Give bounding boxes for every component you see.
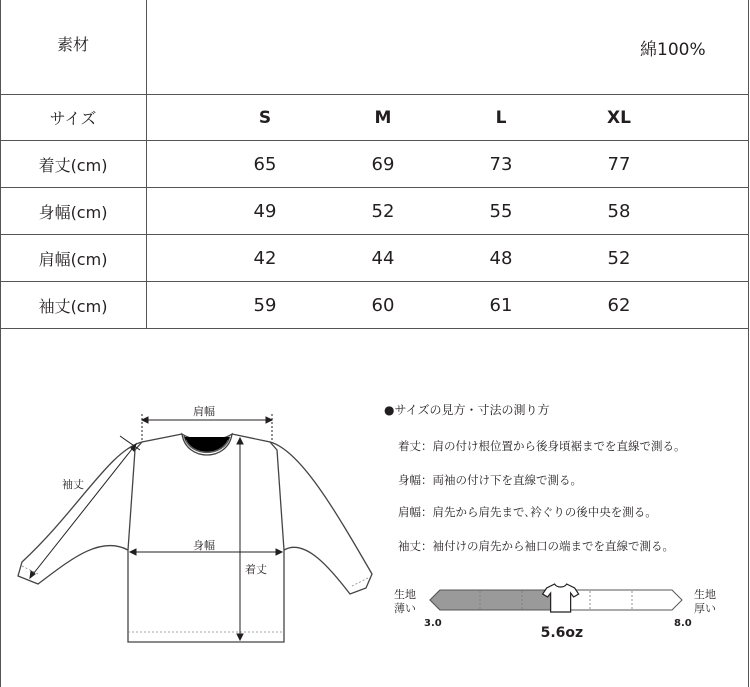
right-sleeve <box>270 442 372 594</box>
guide-item-length: 着丈：肩の付け根位置から後身頃裾までを直線で測る。 <box>398 439 686 453</box>
table-cell: 60 <box>371 294 395 316</box>
table-cell: 52 <box>371 200 395 222</box>
row-label-shoulder: 肩幅(cm) <box>38 249 108 269</box>
table-cell: 77 <box>607 153 631 175</box>
guide-item-chest: 身幅：両袖の付け下を直線で測る。 <box>398 473 582 487</box>
table-cell: 58 <box>607 200 631 222</box>
row-label-length: 着丈(cm) <box>38 155 108 175</box>
table-cell: 61 <box>489 294 513 316</box>
table-cell: 65 <box>253 153 277 175</box>
guide-item-sleeve: 袖丈：袖付けの肩先から袖口の端までを直線で測る。 <box>398 539 674 553</box>
guide-item-shoulder: 肩幅：肩先から肩先まで､衿ぐりの後中央を測る。 <box>398 505 657 519</box>
row-label-chest: 身幅(cm) <box>38 202 108 222</box>
shoulder-width-label: 肩幅 <box>193 405 215 418</box>
table-cell: 42 <box>253 247 277 269</box>
scale-max-label: 8.0 <box>674 618 692 629</box>
size-xl: XL <box>607 107 631 128</box>
size-header-label: サイズ <box>49 109 97 128</box>
table-cell: 55 <box>489 200 513 222</box>
table-cell: 69 <box>371 153 395 175</box>
sleeve-length-label: 袖丈 <box>62 478 84 491</box>
size-l: L <box>495 107 507 128</box>
row-label-sleeve: 袖丈(cm) <box>38 296 108 316</box>
thickness-scale <box>418 582 693 622</box>
size-s: S <box>258 107 272 128</box>
shirt-diagram <box>0 330 390 687</box>
thin-label-2: 薄い <box>394 602 416 615</box>
table-cell: 73 <box>489 153 513 175</box>
thick-label-2: 厚い <box>694 602 716 615</box>
table-cell: 44 <box>371 247 395 269</box>
table-cell: 59 <box>253 294 277 316</box>
scale-min-label: 3.0 <box>424 618 442 629</box>
guide-title: ●サイズの見方・寸法の測り方 <box>384 403 550 417</box>
body-length-label: 着丈 <box>245 563 267 576</box>
chest-width-label: 身幅 <box>193 539 215 552</box>
size-m: M <box>374 107 392 128</box>
table-cell: 48 <box>489 247 513 269</box>
table-cell: 49 <box>253 200 277 222</box>
fabric-weight-value: 5.6oz <box>540 625 584 641</box>
material-label: 素材 <box>56 34 89 54</box>
table-cell: 62 <box>607 294 631 316</box>
material-value: 綿100% <box>640 39 706 60</box>
thin-label-1: 生地 <box>394 588 416 601</box>
table-cell: 52 <box>607 247 631 269</box>
thick-label-1: 生地 <box>694 588 716 601</box>
left-sleeve <box>18 442 142 584</box>
thickness-fill <box>430 590 561 610</box>
